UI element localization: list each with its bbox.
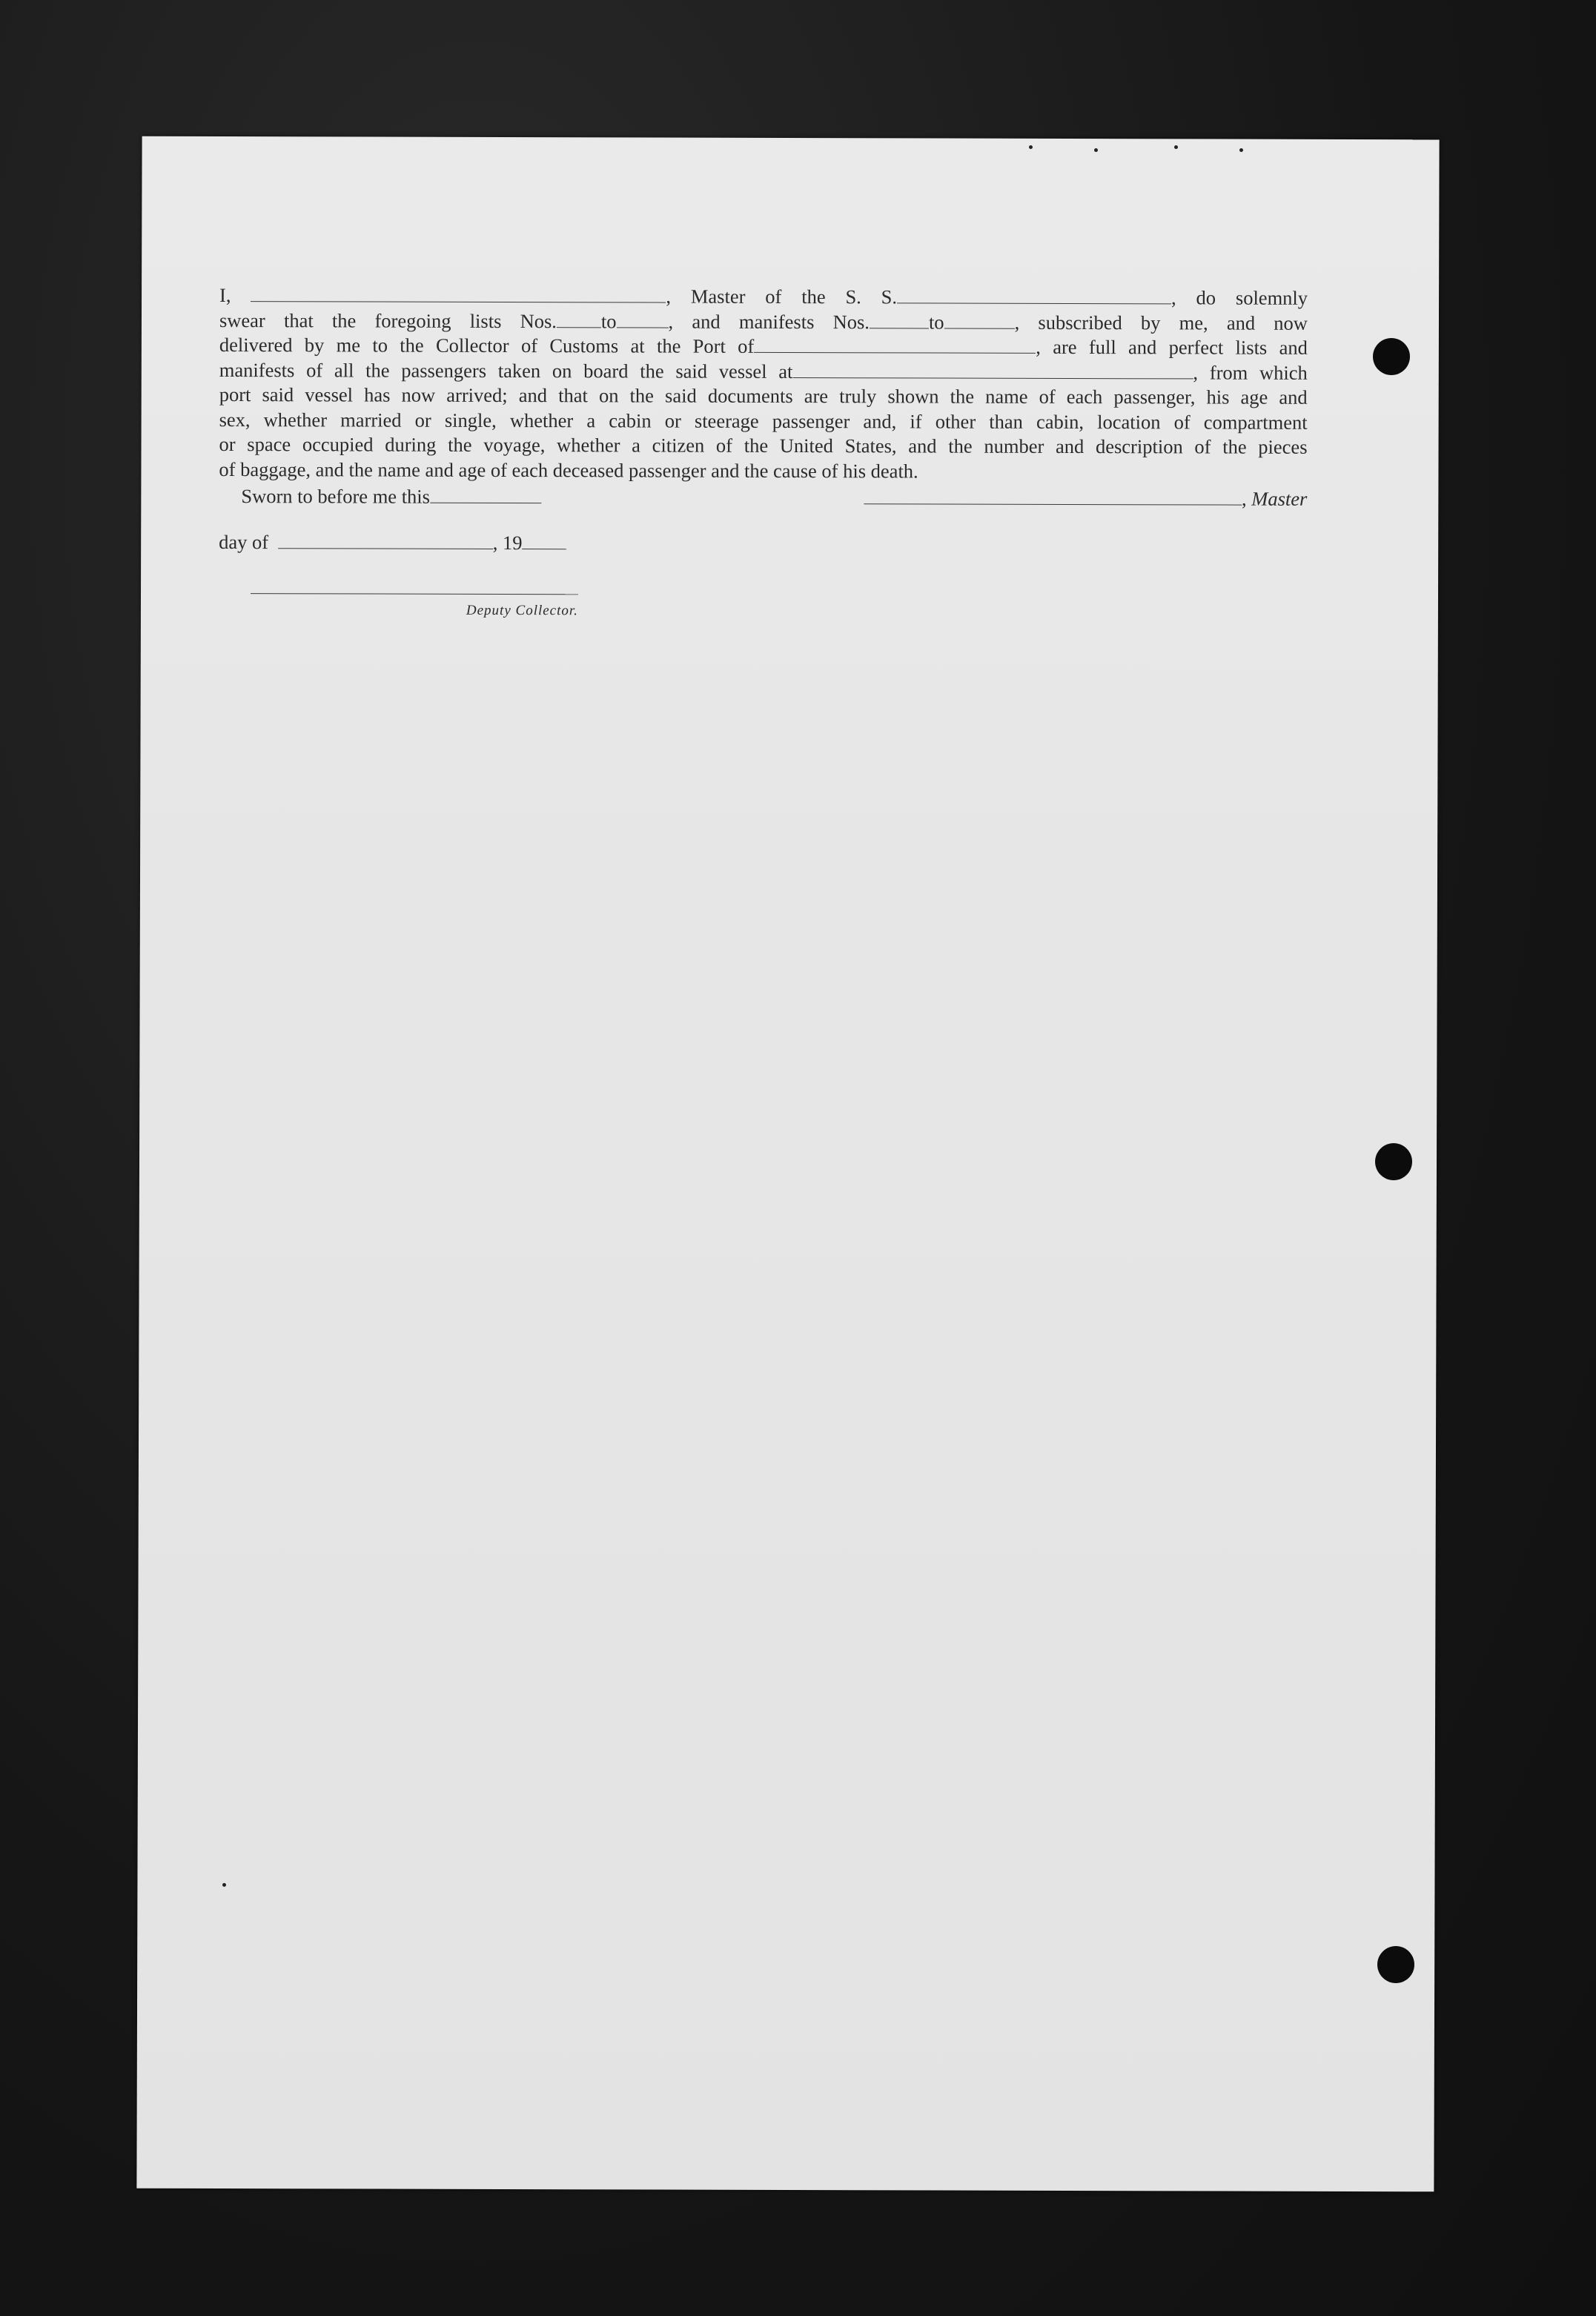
master-name-blank: [251, 288, 666, 302]
oath-line-5: port said vessel has now arrived; and that on the said documents are truly shown the name of each passenger, his age and: [219, 383, 1308, 408]
punch-hole-top: [1373, 338, 1410, 375]
master-signature-blank: [864, 490, 1242, 505]
oath-paragraph: [219, 283, 1308, 485]
deputy-collector-label: Deputy Collector.: [466, 602, 578, 619]
punch-hole-bottom: [1377, 1946, 1414, 1983]
sworn-label: Sworn to before me this: [241, 485, 431, 508]
oath-line-3: delivered by me to the Collector of Customs at the Port of , are full and perfect lists and: [219, 333, 1308, 359]
sworn-day-blank: [430, 489, 541, 503]
ship-name-blank: [897, 289, 1171, 304]
oath-line-2: swear that the foregoing lists Nos. to , and manifests Nos. to , subscribed by me, and now: [219, 308, 1308, 334]
year-blank: [523, 535, 567, 549]
speck: [1094, 148, 1098, 152]
oath-line-4: manifests of all the passengers taken on board the said vessel at , from which: [219, 358, 1308, 384]
oath-line-1: I, , Master of the S. S. , do solemnly: [219, 283, 1308, 309]
port-blank: [754, 339, 1036, 354]
day-of-label: day of: [219, 530, 269, 554]
manifests-from-blank: [870, 314, 929, 328]
punch-hole-middle: [1375, 1143, 1412, 1180]
master-signature: , Master: [864, 486, 1307, 511]
day-of-line: [219, 531, 566, 555]
month-blank: [278, 535, 493, 549]
form-page: [136, 136, 1439, 2192]
boarding-port-blank: [792, 364, 1193, 379]
speck: [222, 1883, 226, 1887]
lists-from-blank: [557, 314, 601, 328]
speck: [1174, 145, 1178, 149]
oath-line-7: or space occupied during the voyage, whether a citizen of the United States, and the number and description of the pieces: [219, 432, 1308, 458]
lists-to-blank: [617, 314, 669, 328]
speck: [1029, 145, 1033, 149]
year-prefix: , 19: [492, 531, 523, 555]
oath-line-6: sex, whether married or single, whether a cabin or steerage passenger and, if other than cabin, location of compartment: [219, 408, 1308, 434]
manifests-to-blank: [944, 314, 1015, 328]
signature-row: [219, 485, 1308, 510]
master-label: Master: [1251, 487, 1308, 510]
deputy-collector-signature-line: [251, 593, 578, 595]
speck: [1239, 148, 1243, 152]
oath-line-8: of baggage, and the name and age of each deceased passenger and the cause of his death.: [219, 457, 918, 482]
sworn-statement: [241, 485, 541, 509]
